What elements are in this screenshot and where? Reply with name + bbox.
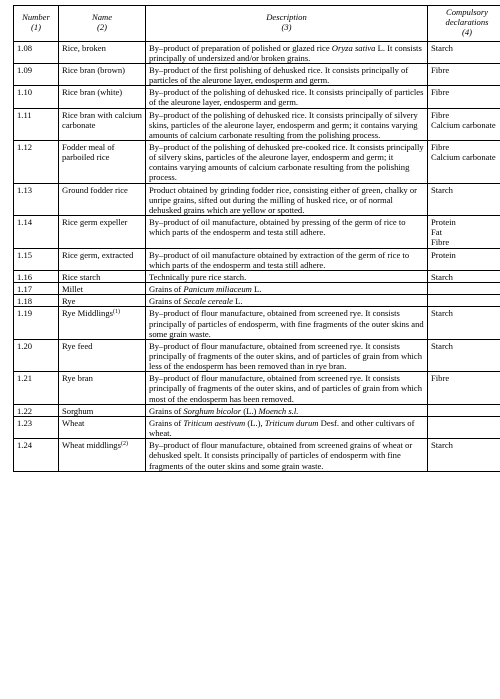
table-row (14, 295, 500, 307)
text-run: By–product of the polishing of dehusked rice. It consists principally of particles of the aleurone layer, endosperm and germ. (149, 87, 424, 108)
cell-declarations (428, 295, 500, 307)
cell-declarations (428, 270, 500, 282)
cell-description (146, 270, 428, 282)
cell-name (59, 183, 146, 215)
cell-description (146, 416, 428, 438)
declaration-item: Fibre (431, 87, 450, 98)
declaration-item: Starch (431, 340, 453, 351)
cell-description (146, 439, 428, 471)
text-run: By–product of oil manufacture obtained by extraction of the germ of rice to which parts of the endosperm and testa still adhere. (149, 249, 410, 270)
table-row (14, 283, 500, 295)
header-name (59, 6, 146, 42)
table-row (14, 108, 500, 140)
text-run: (L.), (245, 417, 265, 428)
text-run: Wheat middlings (62, 440, 121, 451)
cell-description (146, 283, 428, 295)
cell-description (146, 41, 428, 63)
cell-number: 1.08 (14, 41, 59, 63)
cell-number: 1.22 (14, 404, 59, 416)
cell-description (146, 372, 428, 404)
cell-description (146, 248, 428, 270)
italic-term: Panicum miliaceum (183, 284, 252, 295)
table-row (14, 41, 500, 63)
cell-declarations (428, 86, 500, 108)
cell-number: 1.15 (14, 248, 59, 270)
header-number-label: Number (22, 12, 50, 23)
cell-number: 1.09 (14, 63, 59, 85)
cell-declarations (428, 307, 500, 339)
cell-description (146, 63, 428, 85)
cell-number: 1.24 (14, 439, 59, 471)
cell-name (59, 63, 146, 85)
declaration-item: Starch (431, 271, 453, 282)
cell-description (146, 141, 428, 184)
table-row (14, 63, 500, 85)
cell-number: 1.11 (14, 108, 59, 140)
italic-term: Triticum aestivum (183, 417, 246, 428)
text-run: Rye (62, 296, 76, 307)
cell-declarations (428, 283, 500, 295)
text-run: Rice bran (brown) (62, 64, 125, 75)
declaration-item: Protein (431, 249, 456, 260)
declaration-item: Fibre (431, 64, 450, 75)
italic-term: Sorghum bicolor (183, 405, 242, 416)
header-name-label: Name (91, 12, 113, 23)
text-run: Rice bran with calcium carbonate (62, 109, 142, 130)
text-run: By–product of flour manufacture, obtained from screened rye. It consists principally of fragments of the outer skins, and of particles of grain from which less of the endosperm has been removed than in rye bran. (149, 340, 423, 372)
table-row (14, 307, 500, 339)
cell-declarations (428, 248, 500, 270)
cell-description (146, 339, 428, 371)
cell-declarations (428, 372, 500, 404)
table-row (14, 248, 500, 270)
cell-declarations (428, 108, 500, 140)
declaration-item: Fibre (431, 373, 450, 384)
text-run: By–product of the polishing of dehusked pre-cooked rice. It consists principally of silvery skins, particles of the aleurone layer, endosperm and germ; it contains varying amounts of calcium carbonate resulting from the polishing process. (149, 142, 424, 183)
cell-number: 1.17 (14, 283, 59, 295)
cell-description (146, 183, 428, 215)
cell-number: 1.21 (14, 372, 59, 404)
text-run: Rye feed (62, 340, 93, 351)
text-run: Grains of (149, 284, 184, 295)
header-declarations-label: Compulsory declarations (445, 7, 489, 28)
cell-number: 1.18 (14, 295, 59, 307)
text-run: Grains of (149, 417, 184, 428)
cell-number: 1.20 (14, 339, 59, 371)
text-run: L. (232, 296, 243, 307)
feed-materials-table (13, 5, 500, 472)
cell-declarations (428, 63, 500, 85)
declaration-item: Starch (431, 184, 453, 195)
cell-declarations (428, 41, 500, 63)
cell-name (59, 295, 146, 307)
cell-name (59, 404, 146, 416)
cell-declarations (428, 141, 500, 184)
footnote-ref: (2) (120, 441, 128, 448)
table-row (14, 404, 500, 416)
text-run: By–product of flour manufacture, obtained from screened grains of wheat or dehusked spelt. It consists principally of particles of endosperm with fine fragments of the outer skins and some grain waste. (149, 440, 413, 471)
cell-name (59, 307, 146, 339)
cell-name (59, 108, 146, 140)
header-description (146, 6, 428, 42)
table-row (14, 339, 500, 371)
italic-term: Moench s.l. (258, 405, 299, 416)
cell-name (59, 86, 146, 108)
text-run: Rice germ expeller (62, 217, 128, 228)
text-run: Rice starch (62, 271, 101, 282)
text-run: By–product of the polishing of dehusked rice. It consists principally of silvery skins, particles of the aleurone layer, endosperm and germ; it contains varying amounts of calcium carbonate resulting from the polishing process. (149, 109, 418, 140)
table-body (14, 41, 500, 471)
header-description-index: (3) (281, 22, 292, 33)
header-number-index: (1) (30, 22, 42, 33)
declaration-item: Fibre (431, 109, 450, 120)
cell-declarations (428, 439, 500, 471)
cell-number: 1.12 (14, 141, 59, 184)
table-row (14, 372, 500, 404)
declaration-item: Calcium carbonate (431, 152, 496, 163)
declaration-item: Fibre (431, 237, 450, 248)
text-run: Wheat (62, 417, 85, 428)
cell-name (59, 339, 146, 371)
text-run: Fodder meal of parboiled rice (62, 142, 115, 163)
cell-name (59, 141, 146, 184)
cell-name (59, 416, 146, 438)
text-run: (L.) (241, 405, 259, 416)
cell-declarations (428, 404, 500, 416)
cell-declarations (428, 416, 500, 438)
cell-name (59, 372, 146, 404)
italic-term: Triticum durum (264, 417, 319, 428)
italic-term: Oryza sativa (331, 42, 376, 53)
declaration-item: Protein (431, 217, 456, 228)
declaration-item: Starch (431, 440, 453, 451)
table-row (14, 439, 500, 471)
cell-description (146, 86, 428, 108)
declaration-item: Fibre (431, 142, 450, 153)
cell-name (59, 216, 146, 248)
header-declarations-index: (4) (461, 27, 473, 38)
table-row (14, 183, 500, 215)
text-run: Rice, broken (62, 42, 106, 53)
cell-name (59, 439, 146, 471)
text-run: Rye bran (62, 373, 93, 384)
footnote-ref: (1) (112, 309, 120, 316)
text-run: By–product of oil manufacture, obtained by pressing of the germ of rice to which parts of the endosperm and testa still adhere. (149, 217, 406, 238)
cell-number: 1.13 (14, 183, 59, 215)
text-run: By–product of flour manufacture, obtained from screened rye. It consists principally of fragments of the outer skins, and of particles of grain from which most of the endosperm has been removed. (149, 373, 423, 404)
cell-description (146, 307, 428, 339)
cell-name (59, 270, 146, 282)
text-run: Rye Middlings (62, 308, 113, 319)
cell-description (146, 108, 428, 140)
table-row (14, 216, 500, 248)
cell-number: 1.23 (14, 416, 59, 438)
text-run: Millet (62, 284, 84, 295)
text-run: Ground fodder rice (62, 184, 128, 195)
cell-number: 1.16 (14, 270, 59, 282)
table-row (14, 416, 500, 438)
text-run: Rice germ, extracted (62, 249, 134, 260)
text-run: Product obtained by grinding fodder rice, consisting either of green, chalky or unripe grains, sifted out during the milling of husked rice, or of normal dehusked grains which are yellow or spotted. (149, 184, 418, 215)
table-row (14, 141, 500, 184)
cell-declarations (428, 216, 500, 248)
text-run: Technically pure rice starch. (149, 271, 247, 282)
text-run: Rice bran (white) (62, 87, 123, 98)
declaration-item: Starch (431, 308, 453, 319)
cell-declarations (428, 183, 500, 215)
cell-description (146, 295, 428, 307)
text-run: L. (251, 284, 262, 295)
header-description-label: Description (266, 12, 307, 23)
text-run: By–product of preparation of polished or glazed rice (149, 42, 332, 53)
header-name-index: (2) (96, 22, 108, 33)
table-header-row (14, 6, 500, 42)
cell-number: 1.19 (14, 307, 59, 339)
cell-description (146, 404, 428, 416)
text-run: L. It consists principally of undersized and/or broken grains. (149, 42, 422, 63)
declaration-item: Fat (431, 227, 442, 238)
cell-number: 1.10 (14, 86, 59, 108)
table-row (14, 86, 500, 108)
table-row (14, 270, 500, 282)
cell-name (59, 41, 146, 63)
declaration-item: Calcium carbonate (431, 119, 496, 130)
declaration-item: Starch (431, 42, 453, 53)
cell-description (146, 216, 428, 248)
cell-name (59, 283, 146, 295)
cell-number: 1.14 (14, 216, 59, 248)
text-run: By–product of the first polishing of dehusked rice. It consists principally of particles of the aleurone layer, endosperm and germ. (149, 64, 409, 86)
text-run: Sorghum (62, 405, 94, 416)
italic-term: Secale cereale (183, 296, 233, 307)
cell-name (59, 248, 146, 270)
cell-declarations (428, 339, 500, 371)
text-run: By–product of flour manufacture, obtained from screened rye. It consists principally of particles of endosperm, with fine fragments of the outer skins and some grain waste. (149, 308, 424, 339)
header-number (14, 6, 59, 42)
header-declarations (428, 6, 500, 42)
text-run: Desf. and other cultivars of wheat. (149, 417, 415, 439)
text-run: Grains of (149, 296, 184, 307)
text-run: Grains of (149, 405, 184, 416)
